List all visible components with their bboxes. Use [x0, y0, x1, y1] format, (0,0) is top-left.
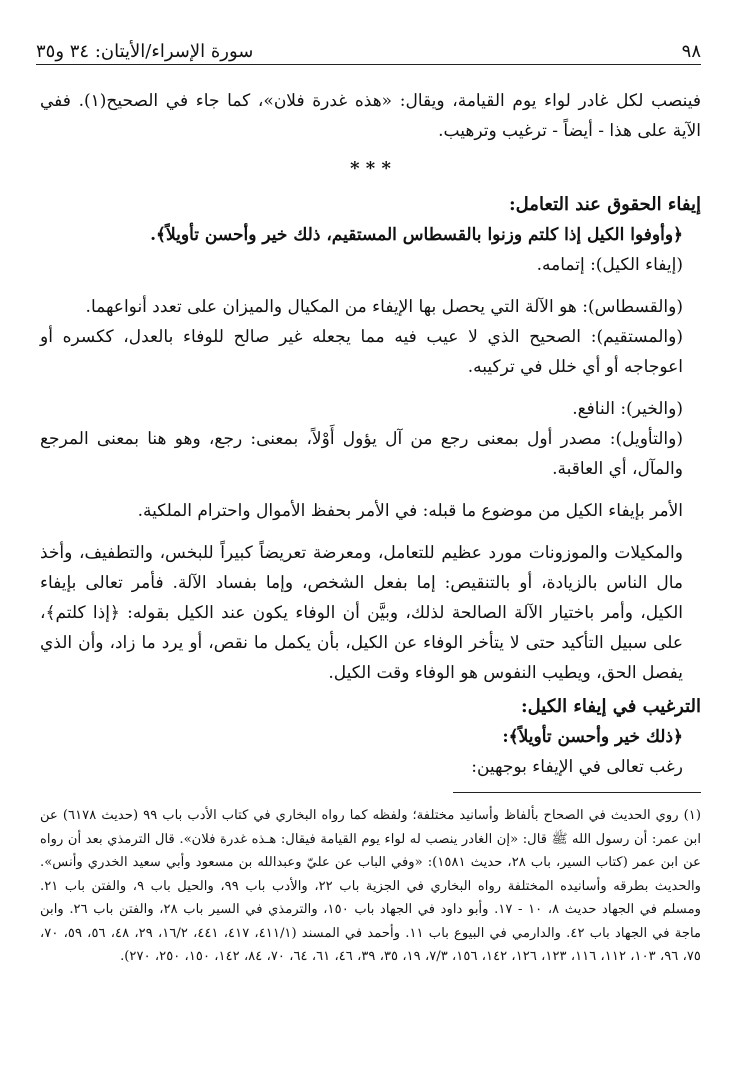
quran-verse-2: ﴿ذلك خير وأحسن تأويلاً﴾: [502, 727, 683, 747]
spacer [40, 484, 701, 496]
section-heading-2: الترغيب في إيفاء الكيل: [521, 696, 701, 717]
paragraph-1: فينصب لكل غادر لواء يوم القيامة، ويقال: «هذه غدرة فلان»، كما جاء في الصحيح(١). ففي الآية على هذا - أيضاً - ترغيب وترهيب. [40, 91, 701, 141]
section-separator: * * * [350, 158, 391, 179]
spacer [40, 382, 701, 394]
quran-verse-1: ﴿وأوفوا الكيل إذا كلتم وزنوا بالقسطاس المستقيم، ذلك خير وأحسن تأويلاً﴾. [150, 225, 683, 245]
spacer [40, 526, 701, 538]
footnote [40, 804, 701, 969]
definition-1: (إيفاء الكيل): إتمامه. [536, 255, 683, 275]
running-title: سورة الإسراء/الأيتان: ٣٤ و٣٥ [36, 41, 254, 62]
spacer [40, 280, 701, 292]
definition-5: (والتأويل): مصدر أول بمعنى رجع من آل يؤول أَوْلاً، بمعنى: رجع، وهو هنا بمعنى المرجع والمآل، أي العاقبة. [40, 429, 683, 479]
paragraph-3: والمكيلات والموزونات مورد عظيم للتعامل، ومعرضة تعريضاً كبيراً للبخس، والتطفيف، وأخذ مال الناس بالزيادة، أو بالتنقيص: إما بفعل الشخص، وإما بفساد الآلة. فأمر تعالى بإيفاء الكيل، وأمر باختيار الآلة الصالحة لذلك، وبيَّن أن الوفاء يكون عند الكيل بقوله: ﴿إذا كلتم﴾، على سبيل التأكيد حتى لا يتأخر الوفاء عن الكيل، بأن يكمل ما نقص، أو يرد ما زاد، وأن الذي يفصل الحق، ويطيب النفوس هو الوفاء وقت الكيل. [40, 543, 683, 683]
footnote-rule [453, 792, 701, 793]
section-heading-1: إيفاء الحقوق عند التعامل: [509, 194, 701, 215]
paragraph-2: الأمر بإيفاء الكيل من موضوع ما قبله: في الأمر بحفظ الأموال واحترام الملكية. [137, 501, 683, 521]
page-header [36, 34, 701, 62]
footnote-text: (١) روي الحديث في الصحاح بألفاظ وأسانيد مختلفة؛ ولفظه كما رواه البخاري في كتاب الأدب باب ٩٩ (حديث ٦١٧٨) عن ابن عمر: أن رسول الله ﷺ قال: «إن الغادر ينصب له لواء يوم القيامة فيقال: هـذه غدرة فلان». قال الترمذي بعد أن رواه عن ابن عمر (كتاب السير، باب ٢٨، حديث ١٥٨١): «وفي الباب عن عليّ وعبدالله بن مسعود وأبي سعيد الخدري وأنس». والحديث بطرقه وأسانيده المختلفة رواه البخاري في الجزية باب ٢٢، والأدب باب ٩٩، والحيل باب ٩، والفتن باب ٢١. ومسلم في الجهاد حديث ٨، ١٠ - ١٧. وأبو داود في الجهاد باب ١٥٠، والترمذي في السير باب ٢٨، والفتن باب ٢٦. وابن ماجة في الجهاد باب ٤٢. والدارمي في البيوع باب ١١. وأحمد في المسند (٤١١/١، ٤١٧، ٤٤١، ١٦/٢، ٢٩، ٤٨، ٥٦، ٥٩، ٧٠، ٧٥، ٩٦، ١٠٣، ١١٢، ١١٦، ١٢٣، ١٢٦، ١٤٢، ١٥٦، ٧/٣، ١٩، ٣٥، ٣٩، ٤٦، ٦١، ٦٤، ٧٠، ٨٤، ١٤٢، ١٥٠، ٢٥٠، ٢٧٠). [40, 808, 702, 964]
definition-3: (والمستقيم): الصحيح الذي لا عيب فيه مما يجعله غير صالح للوفاء بالعدل، ككسره أو اعوجاجه أو أي خلل في تركيبه. [40, 327, 683, 377]
page-number: ٩٨ [681, 41, 701, 62]
paragraph-4: رغب تعالى في الإيفاء بوجهين: [471, 757, 683, 777]
main-text [40, 86, 701, 782]
definition-2: (والقسطاس): هو الآلة التي يحصل بها الإيفاء من المكيال والميزان على تعدد أنواعهما. [85, 297, 683, 317]
header-rule [36, 64, 701, 65]
definition-4: (والخير): النافع. [572, 399, 683, 419]
